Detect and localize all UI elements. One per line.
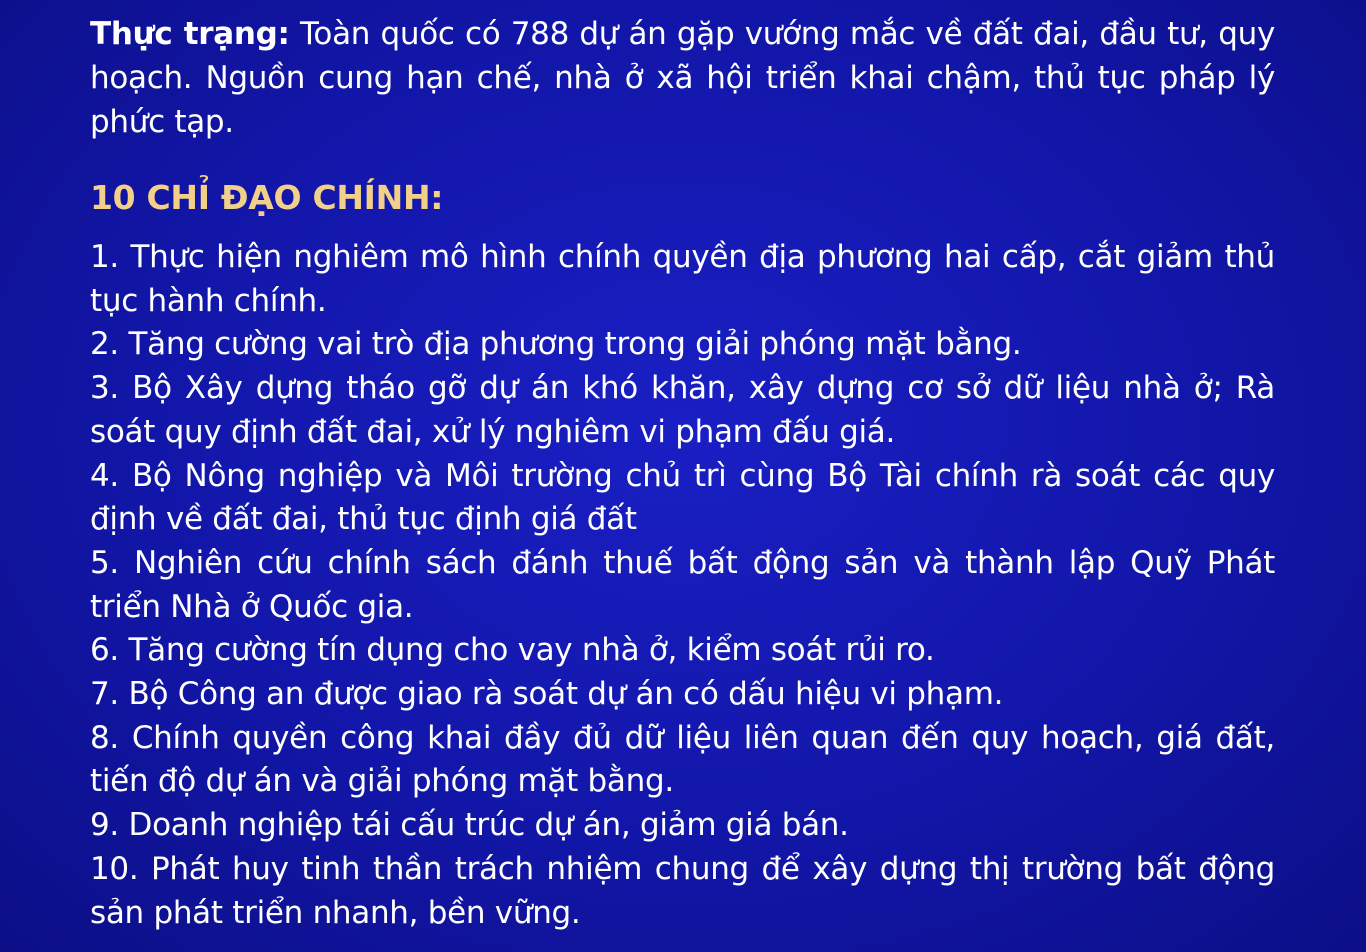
- directive-item-9: 9. Doanh nghiệp tái cấu trúc dự án, giảm giá bán.: [90, 807, 849, 844]
- status-label: Thực trạng:: [90, 16, 290, 52]
- directive-item-6: 6. Tăng cường tín dụng cho vay nhà ở, kiểm soát rủi ro.: [90, 632, 935, 669]
- directive-item-7: 7. Bộ Công an được giao rà soát dự án có dấu hiệu vi phạm.: [90, 676, 1004, 713]
- directive-item-3: 3. Bộ Xây dựng tháo gỡ dự án khó khăn, xây dựng cơ sở dữ liệu nhà ở; Rà soát quy định đất đai, xử lý nghiêm vi phạm đấu giá.: [90, 370, 1275, 450]
- directive-item-1: 1. Thực hiện nghiêm mô hình chính quyền địa phương hai cấp, cắt giảm thủ tục hành chính.: [90, 239, 1275, 319]
- directive-item-5: 5. Nghiên cứu chính sách đánh thuế bất động sản và thành lập Quỹ Phát triển Nhà ở Quốc gia.: [90, 544, 1275, 625]
- directives-heading: 10 CHỈ ĐẠO CHÍNH:: [90, 178, 444, 217]
- directive-item-4: 4. Bộ Nông nghiệp và Môi trường chủ trì cùng Bộ Tài chính rà soát các quy định về đất đai, thủ tục định giá đất: [90, 457, 1275, 538]
- directive-item-10: 10. Phát huy tinh thần trách nhiệm chung để xây dựng thị trường bất động sản phát triển nhanh, bền vững.: [90, 850, 1275, 931]
- directives-list: [90, 236, 1275, 935]
- status-paragraph: [90, 12, 1275, 144]
- infographic-content: [90, 12, 1275, 935]
- status-text: Toàn quốc có 788 dự án gặp vướng mắc về đất đai, đầu tư, quy hoạch. Nguồn cung hạn chế, nhà ở xã hội triển khai chậm, thủ tục pháp lý phức tạp.: [90, 16, 1275, 140]
- directive-item-8: 8. Chính quyền công khai đầy đủ dữ liệu liên quan đến quy hoạch, giá đất, tiến độ dự án và giải phóng mặt bằng.: [90, 719, 1275, 800]
- directive-item-2: 2. Tăng cường vai trò địa phương trong giải phóng mặt bằng.: [90, 326, 1022, 363]
